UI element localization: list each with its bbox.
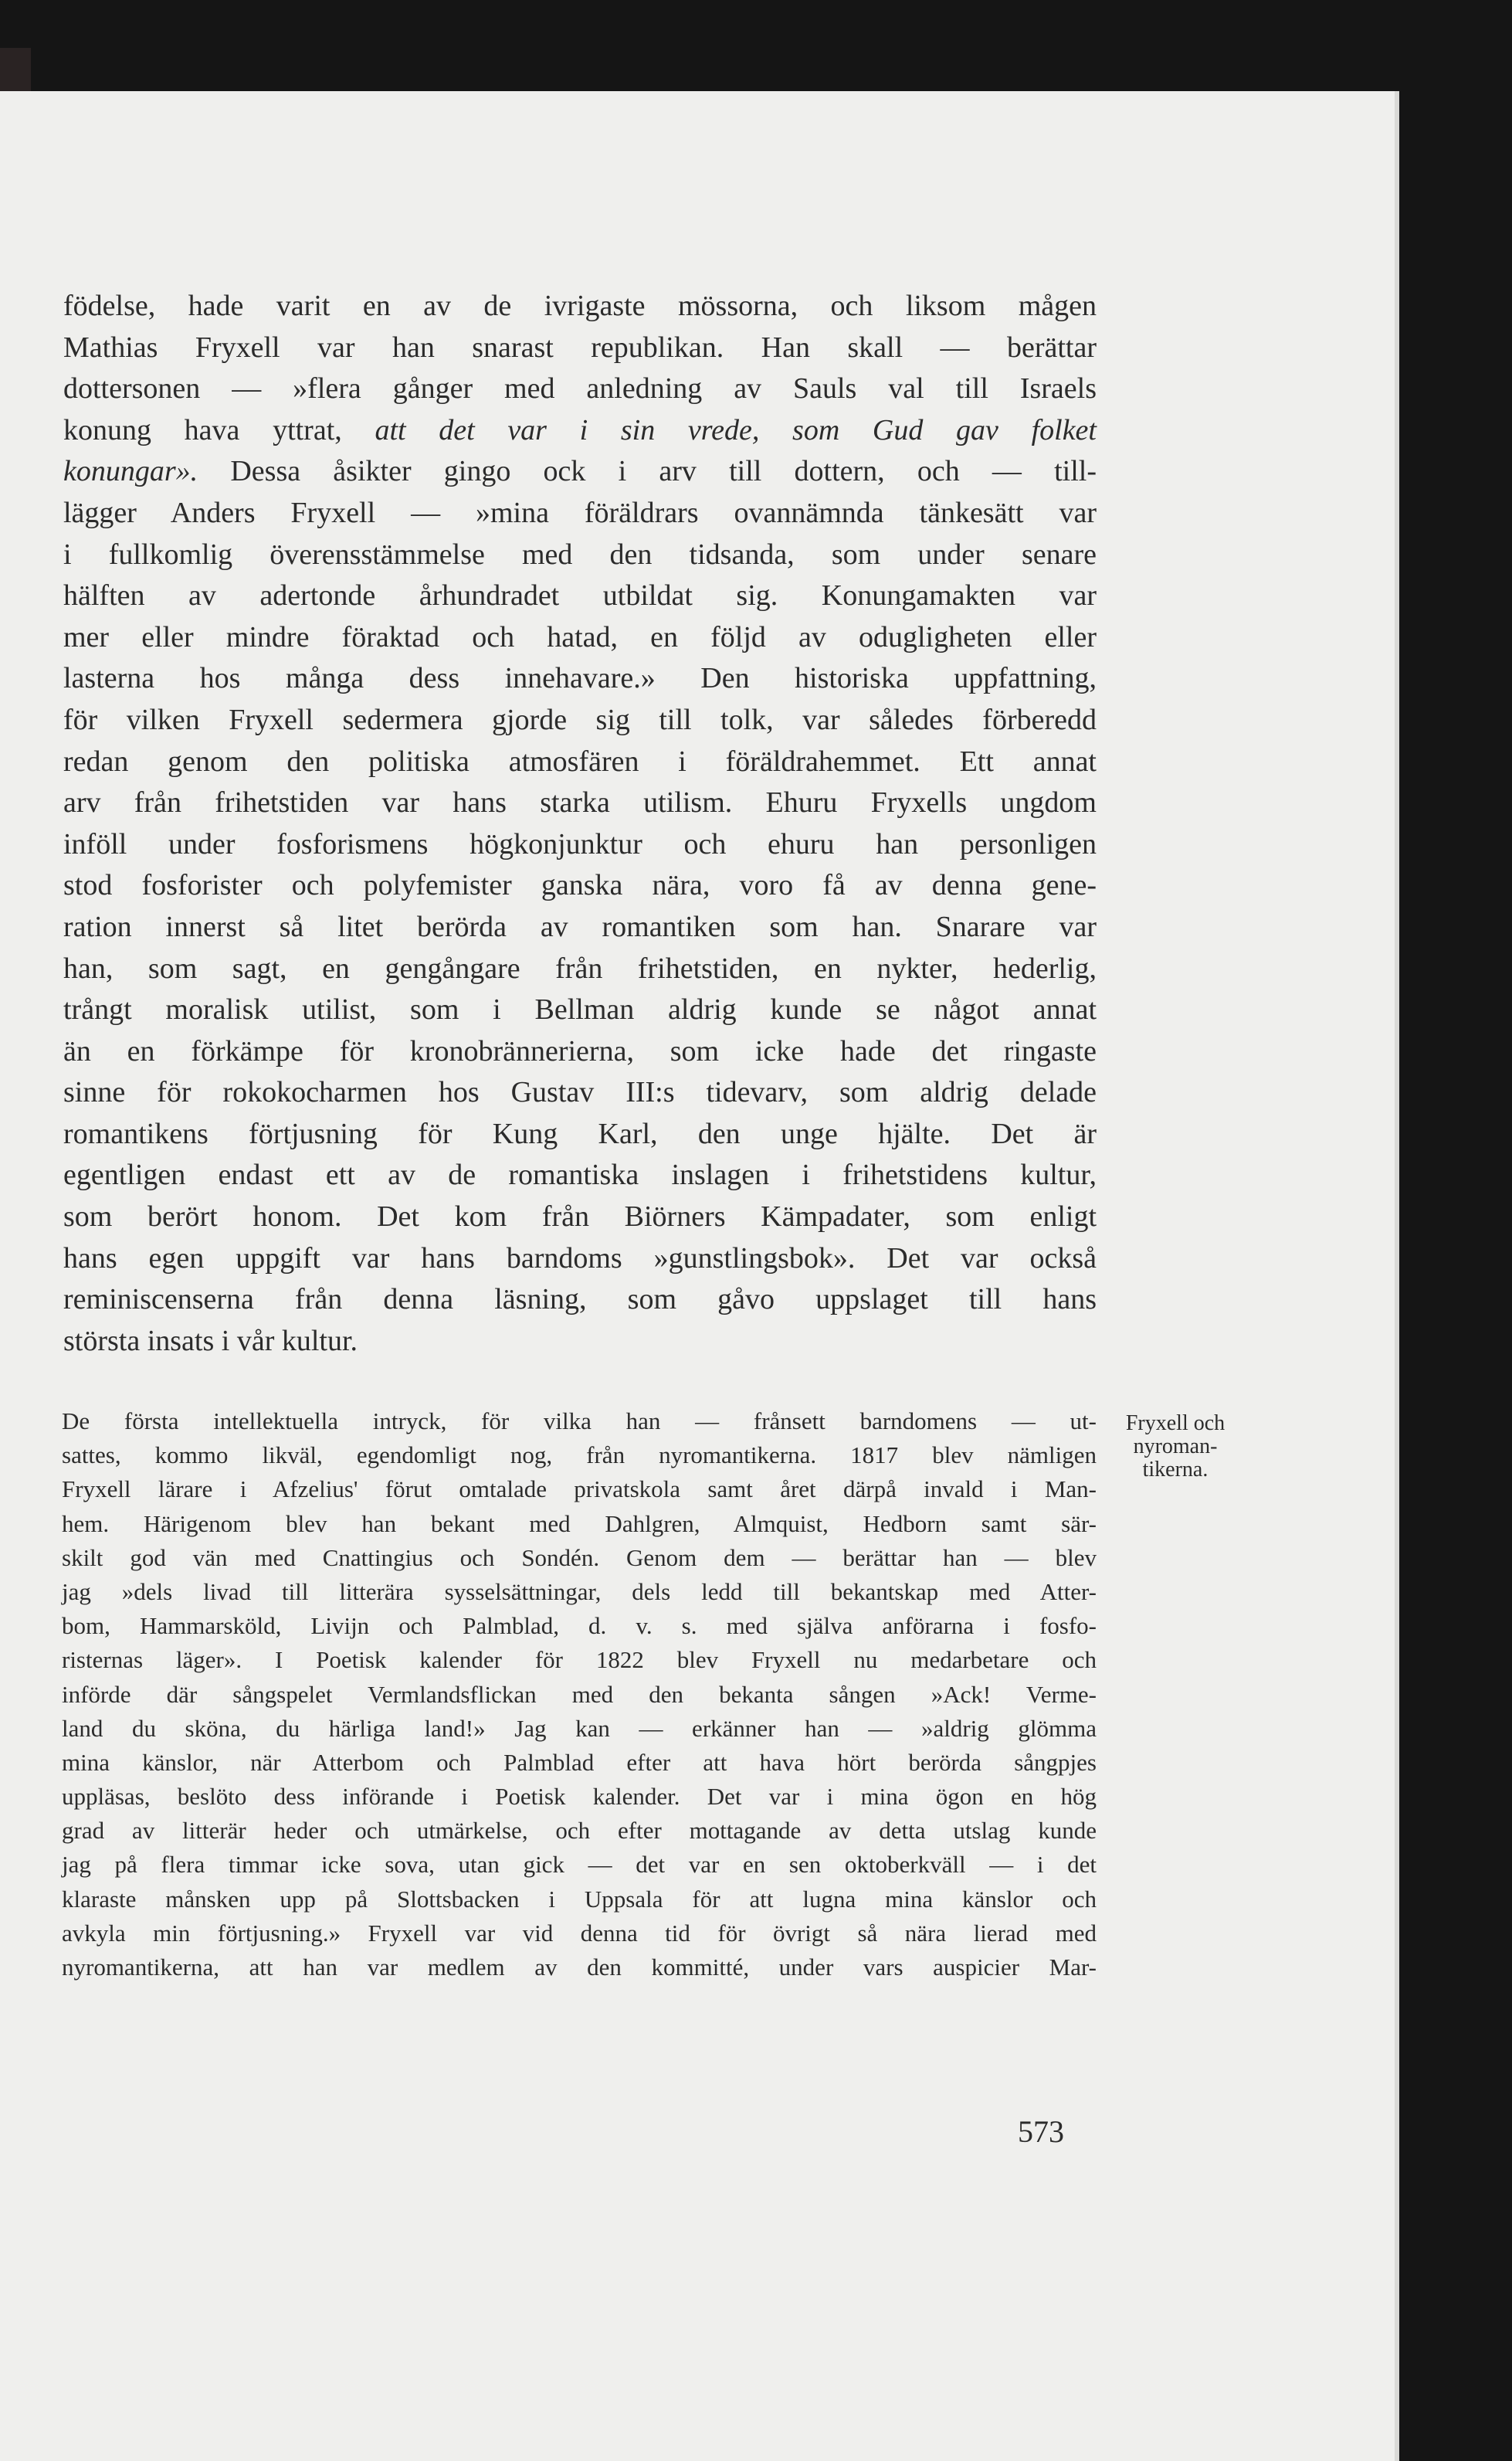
small-text-line: jag på flera timmar icke sova, utan gick — det var en sen oktoberkväll — i det	[62, 1851, 1097, 1879]
main-text-line: för vilken Fryxell sedermera gjorde sig till tolk, var således förberedd	[63, 703, 1097, 736]
small-text-line: införde där sångspelet Vermlandsflickan med den bekanta sången »Ack! Verme-	[62, 1680, 1097, 1708]
small-text-line: grad av litterär heder och utmärkelse, och efter mottagande av detta utslag kunde	[62, 1817, 1097, 1845]
italic-quote-end: konungar».	[63, 455, 198, 488]
main-text-line: inföll under fosforismens högkonjunktur och ehuru han personligen	[63, 827, 1097, 861]
main-text-line-with-quote	[63, 451, 1097, 493]
main-text-line: trångt moralisk utilist, som i Bellman aldrig kunde se något annat	[63, 993, 1097, 1027]
small-text-line: risternas läger». I Poetisk kalender för 1822 blev Fryxell nu medarbetare och	[62, 1646, 1097, 1674]
main-text-line: egentligen endast ett av de romantiska inslagen i frihetstidens kultur,	[63, 1159, 1097, 1192]
main-text-line: stod fosforister och polyfemister ganska nära, voro få av denna gene-	[63, 869, 1097, 902]
small-text-line: bom, Hammarsköld, Livijn och Palmblad, d. v. s. med själva anförarna i fosfo-	[62, 1612, 1097, 1640]
main-text-line-with-quote	[63, 410, 1097, 452]
book-page	[0, 91, 1399, 2461]
small-text-line: avkyla min förtjusning.» Fryxell var vid denna tid för övrigt så nära lierad med	[62, 1919, 1097, 1947]
main-text-line: reminiscenserna från denna läsning, som gåvo uppslaget till hans	[63, 1283, 1097, 1316]
main-text-line: än en förkämpe för kronobrännerierna, som icke hade det ringaste	[63, 1034, 1097, 1068]
small-text-line: sattes, kommo likväl, egendomligt nog, från nyromantikerna. 1817 blev nämligen	[62, 1441, 1097, 1469]
small-text-line: land du sköna, du härliga land!» Jag kan — erkänner han — »aldrig glömma	[62, 1714, 1097, 1742]
main-text-line: hälften av adertonde århundradet utbildat sig. Konungamakten var	[63, 579, 1097, 613]
main-text-line: Mathias Fryxell var han snarast republikan. Han skall — berättar	[63, 331, 1097, 364]
main-text-line: lasterna hos många dess innehavare.» Den historiska uppfattning,	[63, 662, 1097, 695]
small-text-line: De första intellektuella intryck, för vilka han — frånsett barndomens — ut-	[62, 1407, 1097, 1434]
marginal-note	[1106, 1412, 1245, 1482]
main-text-line: födelse, hade varit en av de ivrigaste mössorna, och liksom mågen	[63, 290, 1097, 322]
main-text-segment: konung hava yttrat,	[63, 413, 375, 446]
small-text-line: hem. Härigenom blev han bekant med Dahlgren, Almquist, Hedborn samt sär-	[62, 1509, 1097, 1537]
small-print-paragraph	[62, 1404, 1097, 1984]
marginal-note-line: nyroman-	[1133, 1434, 1218, 1458]
main-text-line: största insats i vår kultur.	[63, 1324, 358, 1357]
small-text-line: uppläsas, beslöto dess införande i Poetisk kalender. Det var i mina ögon en hög	[62, 1783, 1097, 1811]
main-text-line: romantikens förtjusning för Kung Karl, den unge hjälte. Det är	[63, 1117, 1097, 1150]
small-text-line: jag »dels livad till litterära sysselsättningar, dels ledd till bekantskap med Atter-	[62, 1577, 1097, 1605]
main-text-line: arv från frihetstiden var hans starka utilism. Ehuru Fryxells ungdom	[63, 786, 1097, 820]
main-text-line: dottersonen — »flera gånger med anledning av Sauls val till Israels	[63, 372, 1097, 406]
main-text-segment: Dessa åsikter gingo ock i arv till dottern, och — till-	[198, 455, 1097, 488]
italic-quote: att det var i sin vrede, som Gud gav folket	[375, 413, 1097, 446]
main-text-line: hans egen uppgift var hans barndoms »gunstlingsbok». Det var också	[63, 1241, 1097, 1275]
main-text-line: redan genom den politiska atmosfären i föräldrahemmet. Ett annat	[63, 745, 1097, 778]
small-text-line: skilt god vän med Cnattingius och Sondén. Genom dem — berättar han — blev	[62, 1543, 1097, 1571]
small-text-line: nyromantikerna, att han var medlem av den kommitté, under vars auspicier Mar-	[62, 1954, 1097, 1981]
scan-edge-strip	[0, 48, 31, 93]
main-text-line: han, som sagt, en gengångare från frihetstiden, en nykter, hederlig,	[63, 952, 1097, 985]
marginal-note-line: tikerna.	[1142, 1458, 1209, 1482]
main-text-line: mer eller mindre föraktad och hatad, en följd av odugligheten eller	[63, 620, 1097, 653]
main-text-line: i fullkomlig överensstämmelse med den tidsanda, som under senare	[63, 538, 1097, 571]
main-body-text	[63, 286, 1097, 1362]
page-number: 573	[1018, 2114, 1064, 2149]
main-text-line: lägger Anders Fryxell — »mina föräldrars ovannämnda tänkesätt var	[63, 496, 1097, 529]
main-text-line: ration innerst så litet berörda av romantiken som han. Snarare var	[63, 910, 1097, 943]
marginal-note-line: Fryxell och	[1125, 1411, 1226, 1435]
main-text-line: sinne för rokokocharmen hos Gustav III:s tidevarv, som aldrig delade	[63, 1076, 1097, 1109]
main-text-line: som berört honom. Det kom från Biörners Kämpadater, som enligt	[63, 1200, 1097, 1234]
small-text-line: Fryxell lärare i Afzelius' förut omtalade privatskola samt året därpå invald i Man-	[62, 1475, 1097, 1503]
small-text-line: mina känslor, när Atterbom och Palmblad efter att hava hört berörda sångpjes	[62, 1748, 1097, 1776]
small-text-line: klaraste månsken upp på Slottsbacken i Uppsala för att lugna mina känslor och	[62, 1885, 1097, 1913]
